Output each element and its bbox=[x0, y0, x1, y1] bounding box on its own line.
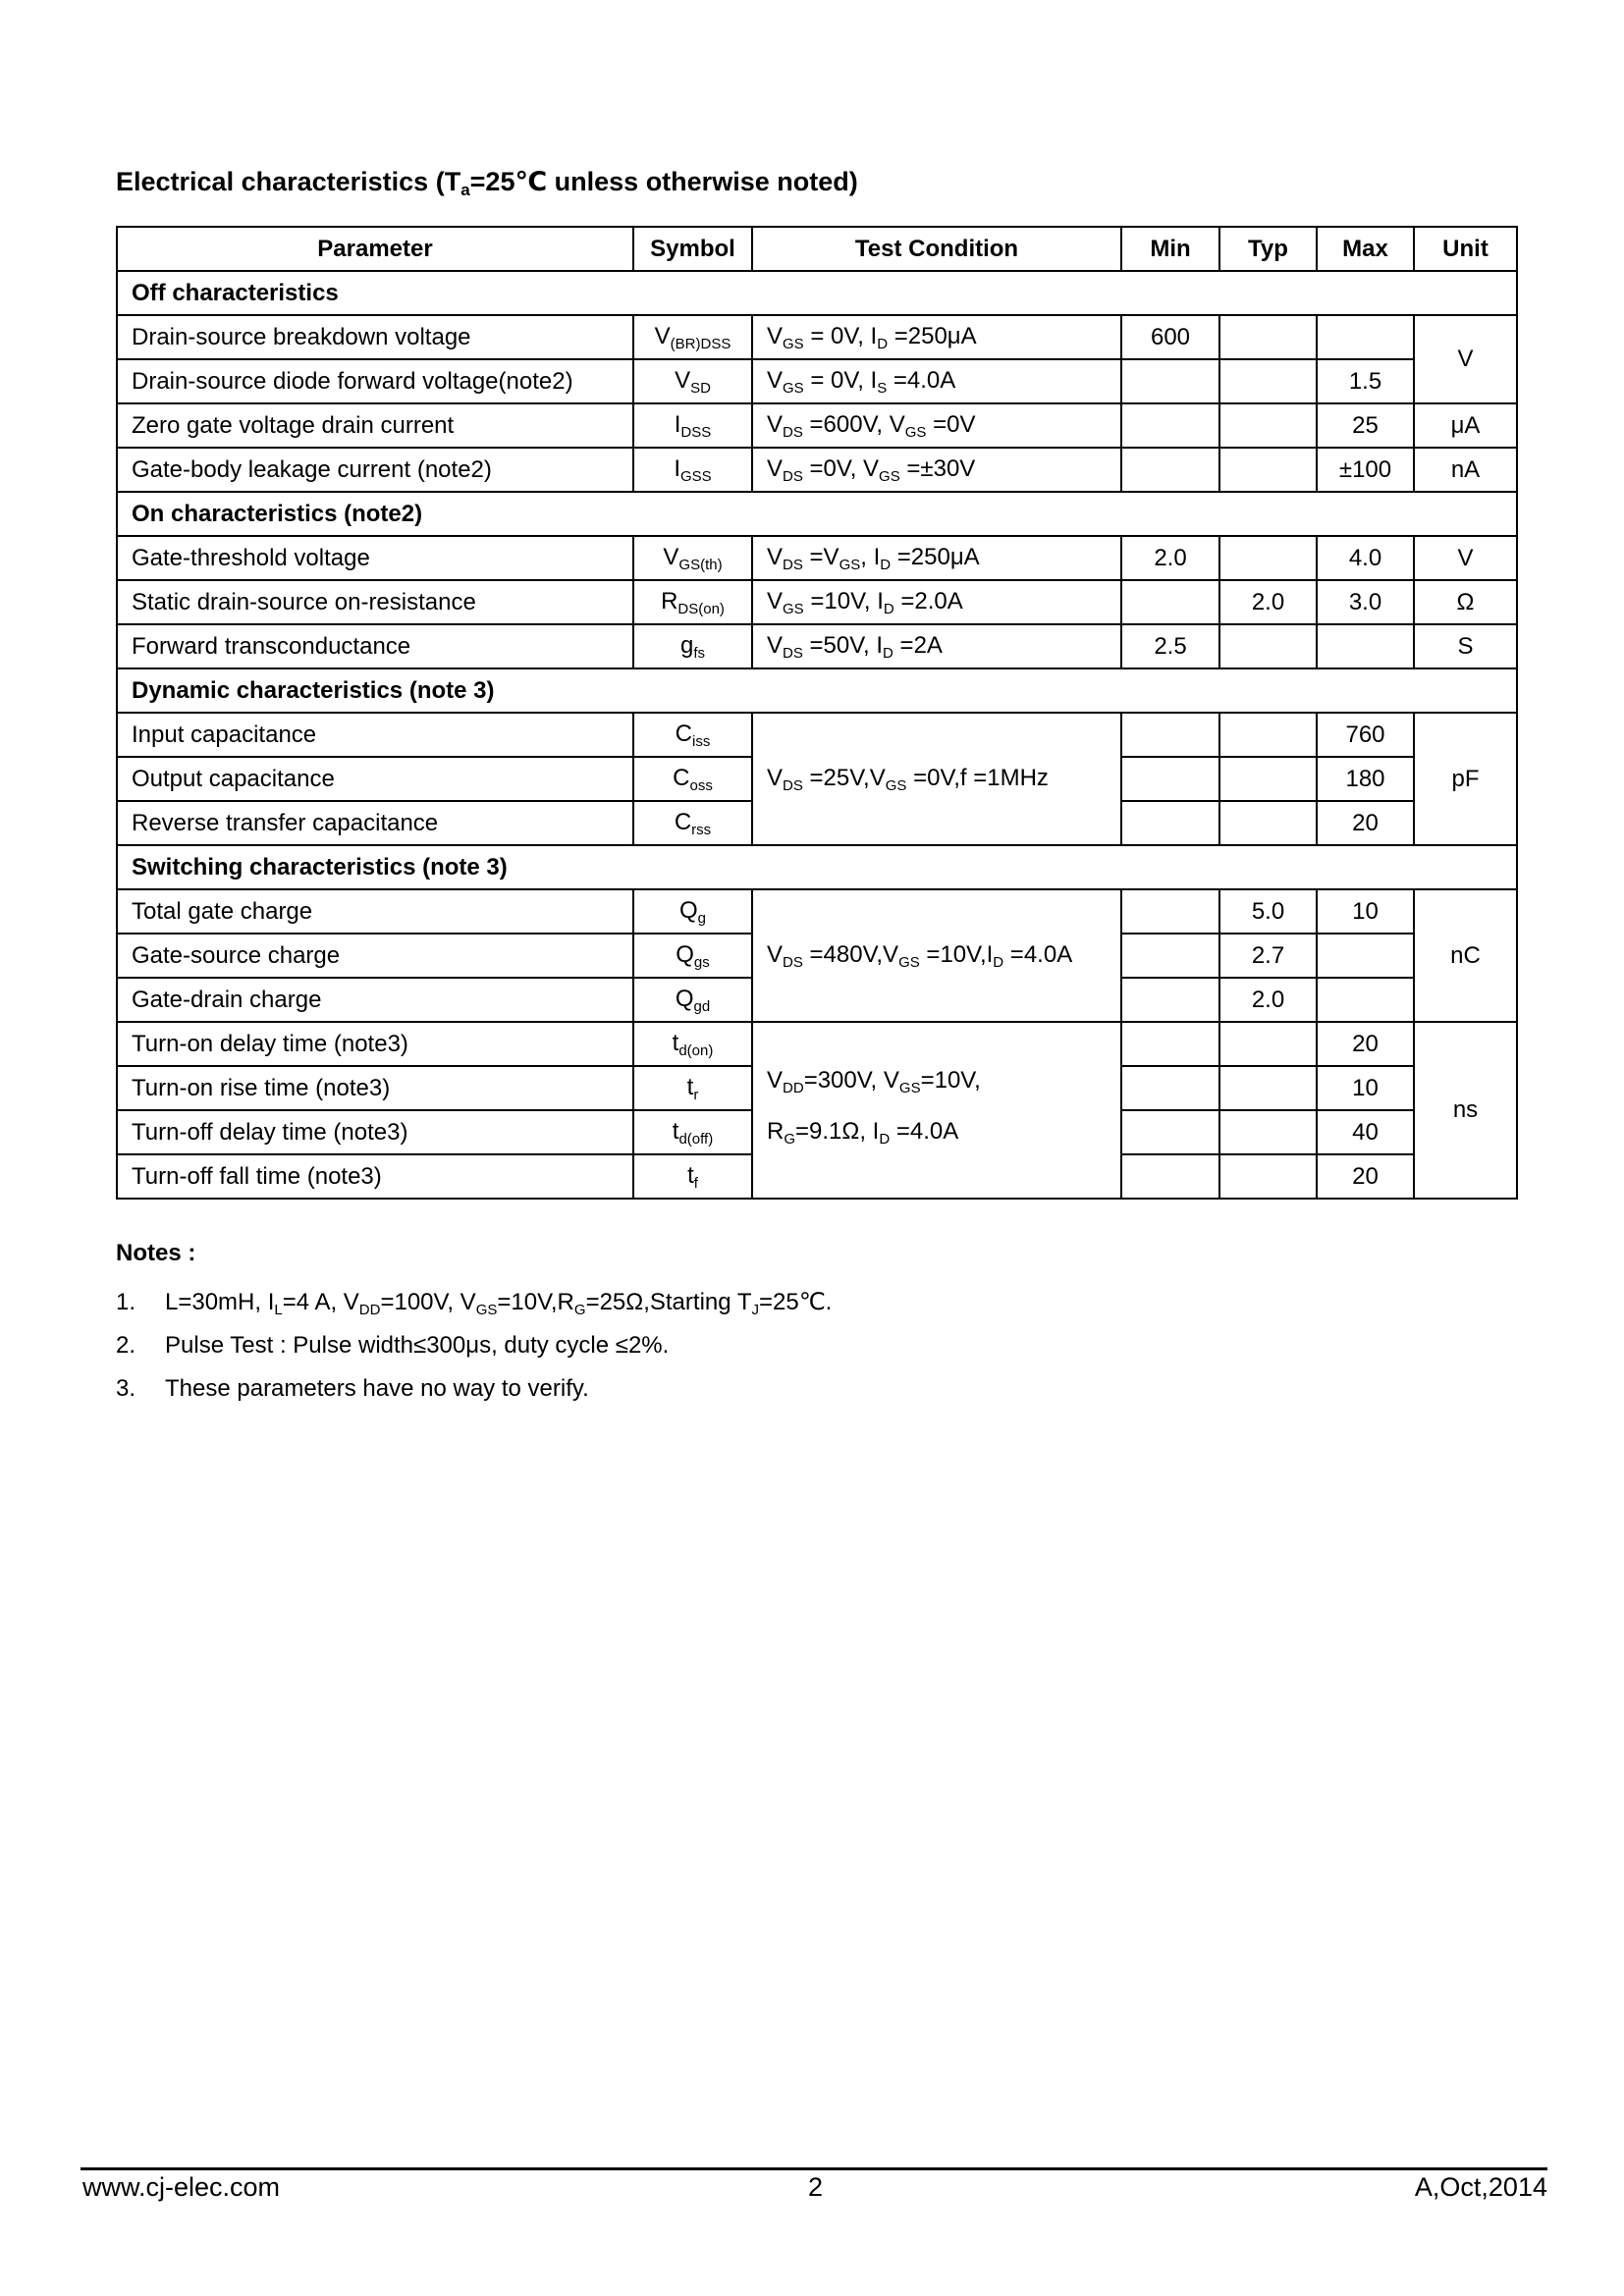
unit-cell: S bbox=[1414, 624, 1517, 668]
table-header-row bbox=[117, 227, 1517, 271]
max-cell bbox=[1317, 624, 1414, 668]
param-cell: Gate-drain charge bbox=[117, 978, 633, 1022]
condition-cell: $V_{GS} = 0V$, $I_S =4.0A$ bbox=[752, 359, 1121, 403]
min-cell bbox=[1121, 1066, 1219, 1110]
header-test-condition: Test Condition bbox=[752, 227, 1121, 271]
param-cell: Forward transconductance bbox=[117, 624, 633, 668]
condition-cell bbox=[752, 1022, 1121, 1199]
max-cell: 10 bbox=[1317, 889, 1414, 934]
section-label: Dynamic characteristics (note 3) bbox=[117, 668, 1517, 713]
table-row bbox=[117, 713, 1517, 757]
max-cell bbox=[1317, 315, 1414, 359]
unit-cell: nA bbox=[1414, 448, 1517, 492]
min-cell bbox=[1121, 1022, 1219, 1066]
typ-cell bbox=[1219, 403, 1317, 448]
symbol-cell: $C_{rss}$ bbox=[633, 801, 752, 845]
condition-line: $V_{DD}=300V$, $V_{GS}=10V$, bbox=[767, 1067, 981, 1096]
min-cell bbox=[1121, 448, 1219, 492]
typ-cell bbox=[1219, 801, 1317, 845]
condition-cell: $V_{GS} = 0V$, $I_D =250\mu A$ bbox=[752, 315, 1121, 359]
note-item bbox=[116, 1324, 832, 1367]
symbol-cell: $V_{(BR)DSS}$ bbox=[633, 315, 752, 359]
symbol-cell: $V_{GS(th)}$ bbox=[633, 536, 752, 580]
condition-cell: $V_{DS} =V_{GS}$, $I_D =250\mu A$ bbox=[752, 536, 1121, 580]
param-cell: Drain-source breakdown voltage bbox=[117, 315, 633, 359]
max-cell: 25 bbox=[1317, 403, 1414, 448]
note-text: Pulse Test : Pulse width≤300μs, duty cycle ≤2%. bbox=[165, 1332, 670, 1359]
param-cell: Turn-on rise time (note3) bbox=[117, 1066, 633, 1110]
footer-url: www.cj-elec.com bbox=[82, 2172, 281, 2202]
symbol-cell: $V_{SD}$ bbox=[633, 359, 752, 403]
param-cell: Output capacitance bbox=[117, 757, 633, 801]
min-cell bbox=[1121, 889, 1219, 934]
note-number: 3. bbox=[116, 1375, 136, 1402]
symbol-cell: $t_f$ bbox=[633, 1154, 752, 1199]
symbol-cell: $t_r$ bbox=[633, 1066, 752, 1110]
min-cell bbox=[1121, 801, 1219, 845]
symbol-cell: $R_{DS(on)}$ bbox=[633, 580, 752, 624]
max-cell: 20 bbox=[1317, 1154, 1414, 1199]
typ-cell bbox=[1219, 713, 1317, 757]
param-cell: Drain-source diode forward voltage(note2) bbox=[117, 359, 633, 403]
param-cell: Turn-off fall time (note3) bbox=[117, 1154, 633, 1199]
max-cell: 20 bbox=[1317, 801, 1414, 845]
symbol-cell: $I_{DSS}$ bbox=[633, 403, 752, 448]
max-cell: 10 bbox=[1317, 1066, 1414, 1110]
typ-cell: 2.0 bbox=[1219, 978, 1317, 1022]
condition-cell: $V_{DS} =0V$, $V_{GS} =\pm 30V$ bbox=[752, 448, 1121, 492]
unit-cell: nC bbox=[1414, 889, 1517, 1022]
section-row-switching bbox=[117, 845, 1517, 889]
condition-line: $R_G=9.1\Omega$, $I_D =4.0A$ bbox=[767, 1118, 959, 1148]
symbol-cell: $Q_g$ bbox=[633, 889, 752, 934]
title-post: =25℃ unless otherwise noted) bbox=[469, 167, 858, 196]
max-cell bbox=[1317, 978, 1414, 1022]
param-cell: Gate-source charge bbox=[117, 934, 633, 978]
typ-cell bbox=[1219, 1154, 1317, 1199]
param-cell: Static drain-source on-resistance bbox=[117, 580, 633, 624]
max-cell: 3.0 bbox=[1317, 580, 1414, 624]
min-cell bbox=[1121, 580, 1219, 624]
symbol-cell: $g_{fs}$ bbox=[633, 624, 752, 668]
table-row bbox=[117, 889, 1517, 934]
min-cell bbox=[1121, 713, 1219, 757]
min-cell: 2.0 bbox=[1121, 536, 1219, 580]
section-row-off bbox=[117, 271, 1517, 315]
note-item bbox=[116, 1367, 832, 1411]
max-cell: 1.5 bbox=[1317, 359, 1414, 403]
param-cell: Input capacitance bbox=[117, 713, 633, 757]
table-row bbox=[117, 536, 1517, 580]
typ-cell bbox=[1219, 359, 1317, 403]
table-row bbox=[117, 624, 1517, 668]
min-cell bbox=[1121, 403, 1219, 448]
table-row bbox=[117, 448, 1517, 492]
max-cell: 20 bbox=[1317, 1022, 1414, 1066]
header-parameter: Parameter bbox=[117, 227, 633, 271]
notes-section bbox=[116, 1240, 832, 1411]
title-sub: a bbox=[460, 181, 470, 199]
unit-cell: V bbox=[1414, 315, 1517, 403]
section-row-dynamic bbox=[117, 668, 1517, 713]
min-cell bbox=[1121, 978, 1219, 1022]
min-cell bbox=[1121, 1154, 1219, 1199]
table-row bbox=[117, 580, 1517, 624]
header-unit: Unit bbox=[1414, 227, 1517, 271]
unit-cell: ns bbox=[1414, 1022, 1517, 1199]
typ-cell bbox=[1219, 1110, 1317, 1154]
header-max: Max bbox=[1317, 227, 1414, 271]
symbol-cell: $t_{d(on)}$ bbox=[633, 1022, 752, 1066]
section-label: Off characteristics bbox=[117, 271, 1517, 315]
unit-cell: V bbox=[1414, 536, 1517, 580]
section-label: Switching characteristics (note 3) bbox=[117, 845, 1517, 889]
typ-cell bbox=[1219, 315, 1317, 359]
typ-cell bbox=[1219, 1066, 1317, 1110]
param-cell: Turn-off delay time (note3) bbox=[117, 1110, 633, 1154]
section-title bbox=[116, 167, 858, 200]
notes-heading: Notes : bbox=[116, 1240, 196, 1266]
footer-page-number: 2 bbox=[808, 2172, 824, 2202]
typ-cell: 2.0 bbox=[1219, 580, 1317, 624]
min-cell: 2.5 bbox=[1121, 624, 1219, 668]
max-cell: 40 bbox=[1317, 1110, 1414, 1154]
typ-cell: 2.7 bbox=[1219, 934, 1317, 978]
symbol-cell: $C_{oss}$ bbox=[633, 757, 752, 801]
max-cell bbox=[1317, 934, 1414, 978]
electrical-characteristics-table bbox=[116, 226, 1518, 1200]
symbol-cell: $Q_{gd}$ bbox=[633, 978, 752, 1022]
typ-cell bbox=[1219, 624, 1317, 668]
param-cell: Total gate charge bbox=[117, 889, 633, 934]
table-row bbox=[117, 1022, 1517, 1066]
section-row-on bbox=[117, 492, 1517, 536]
min-cell bbox=[1121, 757, 1219, 801]
condition-cell: $V_{DS} =25V,V_{GS} =0V,f =1MHz$ bbox=[752, 713, 1121, 845]
condition-cell: $V_{DS} =50V$, $I_D =2A$ bbox=[752, 624, 1121, 668]
symbol-cell: $Q_{gs}$ bbox=[633, 934, 752, 978]
table-row bbox=[117, 315, 1517, 359]
typ-cell bbox=[1219, 1022, 1317, 1066]
symbol-cell: $C_{iss}$ bbox=[633, 713, 752, 757]
header-typ: Typ bbox=[1219, 227, 1317, 271]
param-cell: Reverse transfer capacitance bbox=[117, 801, 633, 845]
condition-cell: $V_{DS} =480V,V_{GS} =10V,I_D =4.0A$ bbox=[752, 889, 1121, 1022]
note-number: 1. bbox=[116, 1289, 136, 1315]
min-cell bbox=[1121, 1110, 1219, 1154]
condition-cell: $V_{GS} =10V$, $I_D =2.0A$ bbox=[752, 580, 1121, 624]
param-cell: Zero gate voltage drain current bbox=[117, 403, 633, 448]
typ-cell bbox=[1219, 757, 1317, 801]
header-symbol: Symbol bbox=[633, 227, 752, 271]
table-row bbox=[117, 403, 1517, 448]
max-cell: 4.0 bbox=[1317, 536, 1414, 580]
typ-cell: 5.0 bbox=[1219, 889, 1317, 934]
symbol-cell: $I_{GSS}$ bbox=[633, 448, 752, 492]
unit-cell: Ω bbox=[1414, 580, 1517, 624]
typ-cell bbox=[1219, 448, 1317, 492]
max-cell: 760 bbox=[1317, 713, 1414, 757]
unit-cell: μA bbox=[1414, 403, 1517, 448]
footer-revision: A,Oct,2014 bbox=[1414, 2172, 1547, 2202]
min-cell bbox=[1121, 359, 1219, 403]
min-cell: 600 bbox=[1121, 315, 1219, 359]
symbol-cell: $t_{d(off)}$ bbox=[633, 1110, 752, 1154]
note-number: 2. bbox=[116, 1332, 136, 1359]
max-cell: ±100 bbox=[1317, 448, 1414, 492]
note-item bbox=[116, 1281, 832, 1324]
condition-cell: $V_{DS} =600V$, $V_{GS} =0V$ bbox=[752, 403, 1121, 448]
note-text: L=30mH, $I_L=4$ A, $V_{DD}=100V$, $V_{GS}=10V,R_G=25\Omega,Starting$ $T_J=25℃$. bbox=[165, 1288, 833, 1318]
footer-divider bbox=[81, 2167, 1547, 2170]
typ-cell bbox=[1219, 536, 1317, 580]
note-text: These parameters have no way to verify. bbox=[165, 1375, 589, 1402]
header-min: Min bbox=[1121, 227, 1219, 271]
unit-cell: pF bbox=[1414, 713, 1517, 845]
param-cell: Turn-on delay time (note3) bbox=[117, 1022, 633, 1066]
table-row bbox=[117, 359, 1517, 403]
param-cell: Gate-threshold voltage bbox=[117, 536, 633, 580]
title-pre: Electrical characteristics (T bbox=[116, 167, 461, 196]
max-cell: 180 bbox=[1317, 757, 1414, 801]
param-cell: Gate-body leakage current (note2) bbox=[117, 448, 633, 492]
section-label: On characteristics (note2) bbox=[117, 492, 1517, 536]
min-cell bbox=[1121, 934, 1219, 978]
